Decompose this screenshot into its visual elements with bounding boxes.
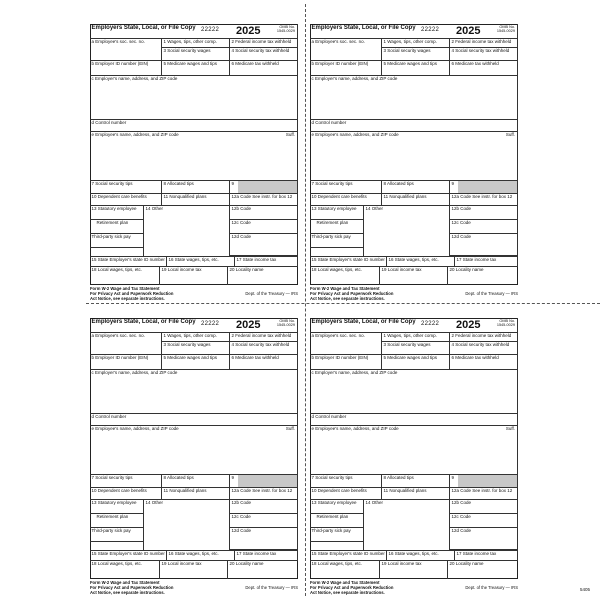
box-3[interactable]: 3 Social security wages: [382, 342, 450, 355]
box-18[interactable]: 18 Local wages, tips, etc.: [90, 267, 160, 285]
box-9: 9: [230, 475, 298, 488]
box-16[interactable]: 16 State wages, tips, etc.: [167, 256, 235, 267]
footer-notice: Act Notice, see separate instructions.: [90, 589, 165, 595]
form-year: 2025: [456, 319, 481, 331]
box-19[interactable]: 19 Local income tax: [380, 267, 448, 285]
box-e[interactable]: e Employee's name, address, and ZIP code Suff.: [310, 132, 518, 181]
box-3[interactable]: 3 Social security wages: [162, 48, 230, 61]
box-a[interactable]: a Employee's soc. sec. no.: [90, 333, 162, 355]
box-d[interactable]: d Control number: [310, 120, 518, 132]
form-code: 22222: [201, 27, 220, 33]
form-code: 22222: [421, 27, 440, 33]
box-15[interactable]: 15 State Employer's state ID number: [310, 256, 387, 267]
box-15[interactable]: 15 State Employer's state ID number: [90, 550, 167, 561]
box-9: 9: [450, 475, 518, 488]
box-d[interactable]: d Control number: [90, 414, 298, 426]
box-12d[interactable]: 12d Code: [450, 528, 518, 550]
box-16[interactable]: 16 State wages, tips, etc.: [167, 550, 235, 561]
box-10[interactable]: 10 Dependent care benefits: [90, 488, 162, 500]
part-number: 5405: [579, 587, 590, 592]
box-e[interactable]: e Employee's name, address, and ZIP code Suff.: [90, 132, 298, 181]
box-d[interactable]: d Control number: [310, 414, 518, 426]
form-footer: [310, 287, 518, 301]
form-header: [310, 318, 518, 333]
box-13-spacer: [90, 248, 144, 256]
box-12d[interactable]: 12d Code: [230, 234, 298, 256]
footer-notice: Act Notice, see separate instructions.: [310, 295, 385, 301]
box-13-sick-pay[interactable]: Third-party sick pay: [90, 234, 144, 248]
box-4[interactable]: 4 Social security tax withheld: [450, 342, 518, 355]
box-20[interactable]: 20 Locality name: [229, 267, 264, 272]
box-5[interactable]: 5 Medicare wages and tips: [162, 61, 230, 76]
footer-dept: Dept. of the Treasury — IRS: [245, 585, 298, 590]
box-13-sick-pay[interactable]: Third-party sick pay: [310, 234, 364, 248]
box-a[interactable]: a Employee's soc. sec. no.: [310, 333, 382, 355]
box-18[interactable]: 18 Local wages, tips, etc.: [310, 561, 380, 579]
box-8[interactable]: 8 Allocated tips: [382, 181, 450, 194]
box-17[interactable]: 17 State income tax: [455, 256, 518, 267]
box-2[interactable]: 2 Federal income tax withheld: [230, 333, 298, 342]
form-footer: [310, 581, 518, 595]
box-b[interactable]: b Employer ID number (EIN): [90, 355, 162, 370]
box-12b[interactable]: 12b Code: [230, 206, 298, 220]
box-18[interactable]: 18 Local wages, tips, etc.: [310, 267, 380, 285]
box-5[interactable]: 5 Medicare wages and tips: [382, 355, 450, 370]
box-20[interactable]: 20 Locality name: [229, 561, 264, 566]
box-12d[interactable]: 12d Code: [450, 234, 518, 256]
box-6[interactable]: 6 Medicare tax withheld: [450, 355, 518, 370]
box-13-retirement[interactable]: Retirement plan: [310, 514, 364, 528]
box-15[interactable]: 15 State Employer's state ID number: [90, 256, 167, 267]
box-c[interactable]: c Employer's name, address, and ZIP code: [310, 370, 518, 414]
form-title: Employers State, Local, or File Copy: [311, 319, 416, 325]
box-11[interactable]: 11 Nonqualified plans: [382, 194, 450, 206]
footer-form-name: Form W-2 Wage and Tax Statement: [310, 580, 380, 585]
box-12b[interactable]: 12b Code: [450, 500, 518, 514]
box-13-statutory[interactable]: 13 Statutory employee: [310, 206, 364, 220]
box-c[interactable]: c Employer's name, address, and ZIP code: [90, 76, 298, 120]
box-14[interactable]: 14 Other: [364, 206, 450, 256]
box-5[interactable]: 5 Medicare wages and tips: [382, 61, 450, 76]
box-11[interactable]: 11 Nonqualified plans: [162, 488, 230, 500]
box-3[interactable]: 3 Social security wages: [382, 48, 450, 61]
box-13-statutory[interactable]: 13 Statutory employee: [310, 500, 364, 514]
box-b[interactable]: b Employer ID number (EIN): [310, 355, 382, 370]
footer-privacy: For Privacy Act and Paperwork Reduction: [310, 584, 394, 590]
form-header: [310, 24, 518, 39]
footer-dept: Dept. of the Treasury — IRS: [245, 291, 298, 296]
box-6[interactable]: 6 Medicare tax withheld: [230, 61, 298, 76]
form-title: Employers State, Local, or File Copy: [311, 25, 416, 31]
footer-privacy: For Privacy Act and Paperwork Reduction: [90, 290, 174, 296]
box-13-sick-pay[interactable]: Third-party sick pay: [90, 528, 144, 542]
footer-dept: Dept. of the Treasury — IRS: [465, 585, 518, 590]
suffix-label: Suff.: [505, 132, 515, 137]
box-8[interactable]: 8 Allocated tips: [382, 475, 450, 488]
box-e[interactable]: e Employee's name, address, and ZIP code Suff.: [90, 426, 298, 475]
box-b[interactable]: b Employer ID number (EIN): [310, 61, 382, 76]
box-12a[interactable]: 12a Code See instr. for box 12: [230, 488, 298, 500]
w2-copy: [90, 24, 298, 307]
box-12b[interactable]: 12b Code: [230, 500, 298, 514]
box-9-shaded: [458, 475, 517, 487]
box-1[interactable]: 1 Wages, tips, other comp.: [382, 39, 450, 48]
box-13-retirement[interactable]: Retirement plan: [310, 220, 364, 234]
box-14[interactable]: 14 Other: [364, 500, 450, 550]
box-17[interactable]: 17 State income tax: [235, 256, 298, 267]
box-7[interactable]: 7 Social security tips: [310, 475, 382, 488]
box-1[interactable]: 1 Wages, tips, other comp.: [162, 333, 230, 342]
box-9-shaded: [238, 475, 297, 487]
omb-number: OMB No. 1545-0029: [276, 319, 295, 327]
box-15[interactable]: 15 State Employer's state ID number: [310, 550, 387, 561]
box-14[interactable]: 14 Other: [144, 500, 230, 550]
box-b[interactable]: b Employer ID number (EIN): [90, 61, 162, 76]
box-20[interactable]: 20 Locality name: [449, 561, 484, 566]
box-4[interactable]: 4 Social security tax withheld: [230, 48, 298, 61]
footer-form-name: Form W-2 Wage and Tax Statement: [90, 580, 160, 585]
box-12b[interactable]: 12b Code: [450, 206, 518, 220]
footer-dept: Dept. of the Treasury — IRS: [465, 291, 518, 296]
box-4[interactable]: 4 Social security tax withheld: [450, 48, 518, 61]
box-c[interactable]: c Employer's name, address, and ZIP code: [310, 76, 518, 120]
box-11[interactable]: 11 Nonqualified plans: [382, 488, 450, 500]
box-a[interactable]: a Employee's soc. sec. no.: [90, 39, 162, 61]
form-header: [90, 24, 298, 39]
box-16[interactable]: 16 State wages, tips, etc.: [387, 550, 455, 561]
suffix-label: Suff.: [285, 132, 295, 137]
box-13-statutory[interactable]: 13 Statutory employee: [90, 500, 144, 514]
box-c[interactable]: c Employer's name, address, and ZIP code: [90, 370, 298, 414]
box-19[interactable]: 19 Local income tax: [160, 267, 228, 285]
box-13-retirement[interactable]: Retirement plan: [90, 220, 144, 234]
box-12c[interactable]: 12c Code: [230, 220, 298, 234]
box-7[interactable]: 7 Social security tips: [90, 181, 162, 194]
footer-notice: Act Notice, see separate instructions.: [90, 295, 165, 301]
form-header: [90, 318, 298, 333]
box-7[interactable]: 7 Social security tips: [90, 475, 162, 488]
box-19[interactable]: 19 Local income tax: [160, 561, 228, 579]
form-footer: [90, 287, 298, 301]
box-12c[interactable]: 12c Code: [450, 220, 518, 234]
box-9: 9: [230, 181, 298, 194]
box-12c[interactable]: 12c Code: [230, 514, 298, 528]
vertical-perforation: [305, 4, 306, 596]
box-3[interactable]: 3 Social security wages: [162, 342, 230, 355]
form-year: 2025: [236, 25, 261, 37]
box-9-shaded: [238, 181, 297, 193]
box-10[interactable]: 10 Dependent care benefits: [90, 194, 162, 206]
box-2[interactable]: 2 Federal income tax withheld: [450, 333, 518, 342]
box-2[interactable]: 2 Federal income tax withheld: [230, 39, 298, 48]
box-6[interactable]: 6 Medicare tax withheld: [450, 61, 518, 76]
box-6[interactable]: 6 Medicare tax withheld: [230, 355, 298, 370]
footer-form-name: Form W-2 Wage and Tax Statement: [310, 286, 380, 291]
suffix-label: Suff.: [505, 426, 515, 431]
box-19[interactable]: 19 Local income tax: [380, 561, 448, 579]
box-17[interactable]: 17 State income tax: [235, 550, 298, 561]
footer-form-name: Form W-2 Wage and Tax Statement: [90, 286, 160, 291]
form-code: 22222: [421, 321, 440, 327]
box-e[interactable]: e Employee's name, address, and ZIP code Suff.: [310, 426, 518, 475]
box-12a[interactable]: 12a Code See instr. for box 12: [450, 194, 518, 206]
footer-privacy: For Privacy Act and Paperwork Reduction: [310, 290, 394, 296]
box-8[interactable]: 8 Allocated tips: [162, 181, 230, 194]
omb-number: OMB No. 1545-0029: [496, 25, 515, 33]
box-12d[interactable]: 12d Code: [230, 528, 298, 550]
box-13-sick-pay[interactable]: Third-party sick pay: [310, 528, 364, 542]
box-4[interactable]: 4 Social security tax withheld: [230, 342, 298, 355]
footer-privacy: For Privacy Act and Paperwork Reduction: [90, 584, 174, 590]
form-title: Employers State, Local, or File Copy: [91, 25, 196, 31]
suffix-label: Suff.: [285, 426, 295, 431]
box-13-statutory[interactable]: 13 Statutory employee: [90, 206, 144, 220]
box-18[interactable]: 18 Local wages, tips, etc.: [90, 561, 160, 579]
w2-copy: [90, 318, 298, 601]
w2-copy: [310, 318, 518, 601]
footer-notice: Act Notice, see separate instructions.: [310, 589, 385, 595]
box-13-retirement[interactable]: Retirement plan: [90, 514, 144, 528]
box-9: 9: [450, 181, 518, 194]
omb-number: OMB No. 1545-0029: [276, 25, 295, 33]
box-d[interactable]: d Control number: [90, 120, 298, 132]
box-12a[interactable]: 12a Code See instr. for box 12: [450, 488, 518, 500]
form-year: 2025: [236, 319, 261, 331]
form-year: 2025: [456, 25, 481, 37]
box-17[interactable]: 17 State income tax: [455, 550, 518, 561]
box-10[interactable]: 10 Dependent care benefits: [310, 488, 382, 500]
box-12c[interactable]: 12c Code: [450, 514, 518, 528]
form-title: Employers State, Local, or File Copy: [91, 319, 196, 325]
box-12a[interactable]: 12a Code See instr. for box 12: [230, 194, 298, 206]
w2-copy: [310, 24, 518, 307]
omb-number: OMB No. 1545-0029: [496, 319, 515, 327]
box-14[interactable]: 14 Other: [144, 206, 230, 256]
box-13-spacer: [310, 248, 364, 256]
box-9-shaded: [458, 181, 517, 193]
box-20[interactable]: 20 Locality name: [449, 267, 484, 272]
box-1[interactable]: 1 Wages, tips, other comp.: [162, 39, 230, 48]
box-16[interactable]: 16 State wages, tips, etc.: [387, 256, 455, 267]
box-1[interactable]: 1 Wages, tips, other comp.: [382, 333, 450, 342]
box-a[interactable]: a Employee's soc. sec. no.: [310, 39, 382, 61]
box-13-spacer: [90, 542, 144, 550]
form-footer: [90, 581, 298, 595]
form-code: 22222: [201, 321, 220, 327]
box-13-spacer: [310, 542, 364, 550]
box-5[interactable]: 5 Medicare wages and tips: [162, 355, 230, 370]
box-7[interactable]: 7 Social security tips: [310, 181, 382, 194]
box-2[interactable]: 2 Federal income tax withheld: [450, 39, 518, 48]
box-11[interactable]: 11 Nonqualified plans: [162, 194, 230, 206]
box-10[interactable]: 10 Dependent care benefits: [310, 194, 382, 206]
box-8[interactable]: 8 Allocated tips: [162, 475, 230, 488]
